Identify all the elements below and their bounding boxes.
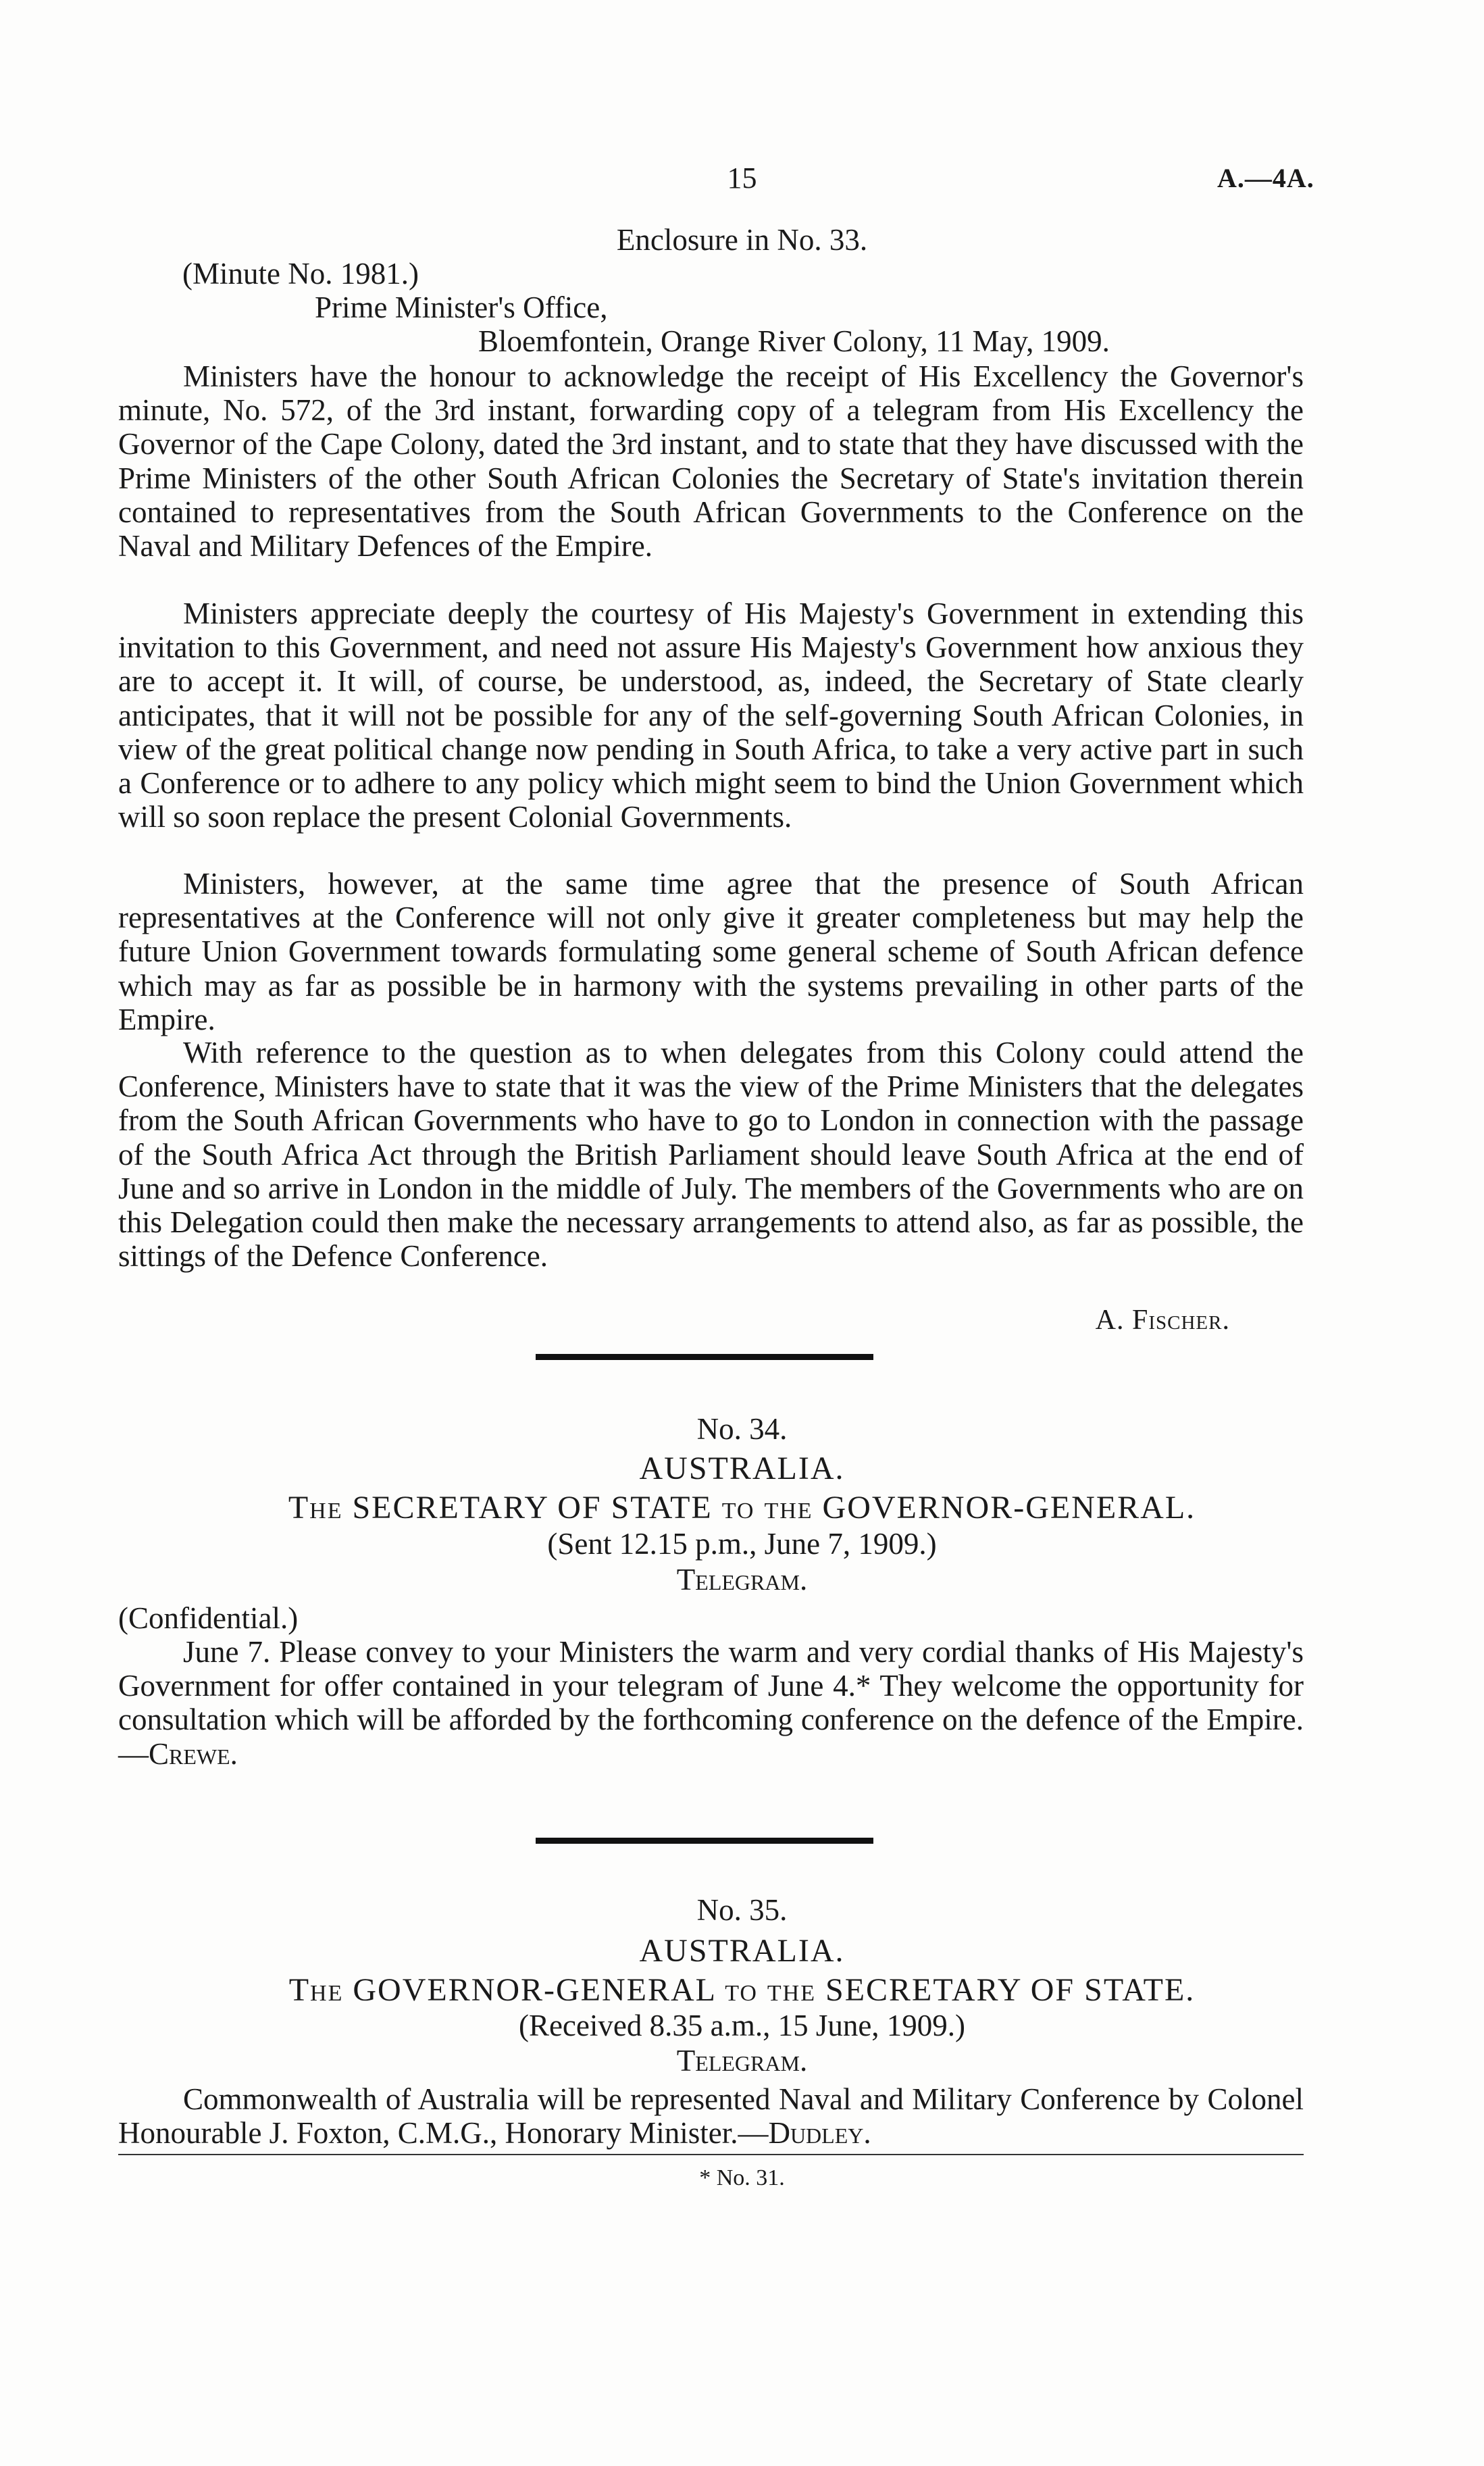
no34-sent: (Sent 12.15 p.m., June 7, 1909.) bbox=[547, 1527, 937, 1561]
no35-body-text: Commonwealth of Australia will be represented Naval and Military Conference by Colonel Honourable J. Foxton, C.M.G., Honorary Minister.— bbox=[118, 2082, 1304, 2150]
fischer-signature: A. Fischer. bbox=[1095, 1305, 1230, 1336]
document-reference: A.—4A. bbox=[1217, 163, 1314, 193]
no35-number: No. 35. bbox=[696, 1893, 788, 1927]
no34-confidential: (Confidential.) bbox=[118, 1601, 299, 1635]
crewe-signature: Crewe. bbox=[149, 1736, 238, 1771]
no34-number: No. 34. bbox=[696, 1412, 788, 1446]
section-divider bbox=[536, 1838, 873, 1844]
office-line: Prime Minister's Office, bbox=[315, 291, 608, 324]
footnote: * No. 31. bbox=[699, 2165, 785, 2190]
no34-body-text: June 7. Please convey to your Ministers the warm and very cordial thanks of His Majesty's Government for offer contained in your telegram of June 4.* They welcome the opportunity for consultation which will be afforded by the forthcoming conference on the defence of the Empire.— bbox=[118, 1635, 1304, 1771]
no34-body bbox=[118, 1635, 1304, 1771]
enclosure-paragraph-2: Ministers appreciate deeply the courtesy of His Majesty's Government in extending this invitation to this Government, and need not assure His Majesty's Government how anxious they are to accept it. It will, of course, be understood, as, indeed, the Secretary of State clearly anticipates, that it will not be possible for any of the self-governing South African Colonies, in view of the great political change now pending in South Africa, to take a very active part in such a Conference or to adhere to any policy which might seem to bind the Union Government which will so soon replace the present Colonial Governments. bbox=[118, 597, 1304, 834]
no34-heading: The SECRETARY OF STATE to the GOVERNOR-GENERAL. bbox=[288, 1490, 1196, 1526]
section-divider bbox=[536, 1354, 873, 1360]
no35-country: AUSTRALIA. bbox=[639, 1933, 845, 1969]
enclosure-paragraph-3: Ministers, however, at the same time agree that the presence of South African representatives at the Conference will not only give it greater completeness but may help the future Union Government towards formulating some general scheme of South African defence which may as far as possible be in harmony with the systems prevailing in other parts of the Empire. bbox=[118, 867, 1304, 1036]
no35-telegram-label: Telegram. bbox=[676, 2044, 808, 2078]
no34-telegram-label: Telegram. bbox=[676, 1563, 808, 1596]
no35-body bbox=[118, 2082, 1304, 2150]
enclosure-paragraph-4: With reference to the question as to when delegates from this Colony could attend the Conference, Ministers have to state that it was the view of the Prime Ministers that the delegates from the South African Governments who have to go to London in connection with the passage of the South Africa Act through the British Parliament should leave South Africa at the end of June and so arrive in London in the middle of July. The members of the Governments who are on this Delegation could then make the necessary arrangements to attend also, as far as possible, the sittings of the Defence Conference. bbox=[118, 1036, 1304, 1274]
enclosure-title: Enclosure in No. 33. bbox=[616, 223, 868, 257]
page-number: 15 bbox=[727, 161, 757, 195]
minute-number: (Minute No. 1981.) bbox=[182, 257, 419, 291]
dudley-signature: Dudley. bbox=[768, 2116, 871, 2150]
no34-country: AUSTRALIA. bbox=[639, 1451, 845, 1486]
enclosure-paragraph-1: Ministers have the honour to acknowledge the receipt of His Excellency the Governor's minute, No. 572, of the 3rd instant, forwarding copy of a telegram from His Excellency the Governor of the Cape Colony, dated the 3rd instant, and to state that they have discussed with the Prime Ministers of the other South African Colonies the Secretary of State's invitation therein contained to representatives from the South African Governments to the Conference on the Naval and Military Defences of the Empire. bbox=[118, 359, 1304, 563]
no35-heading: The GOVERNOR-GENERAL to the SECRETARY OF STATE. bbox=[288, 1972, 1196, 2008]
place-date-line: Bloemfontein, Orange River Colony, 11 May, 1909. bbox=[478, 324, 1110, 358]
footnote-rule bbox=[118, 2154, 1304, 2155]
no35-received: (Received 8.35 a.m., 15 June, 1909.) bbox=[518, 2009, 966, 2042]
